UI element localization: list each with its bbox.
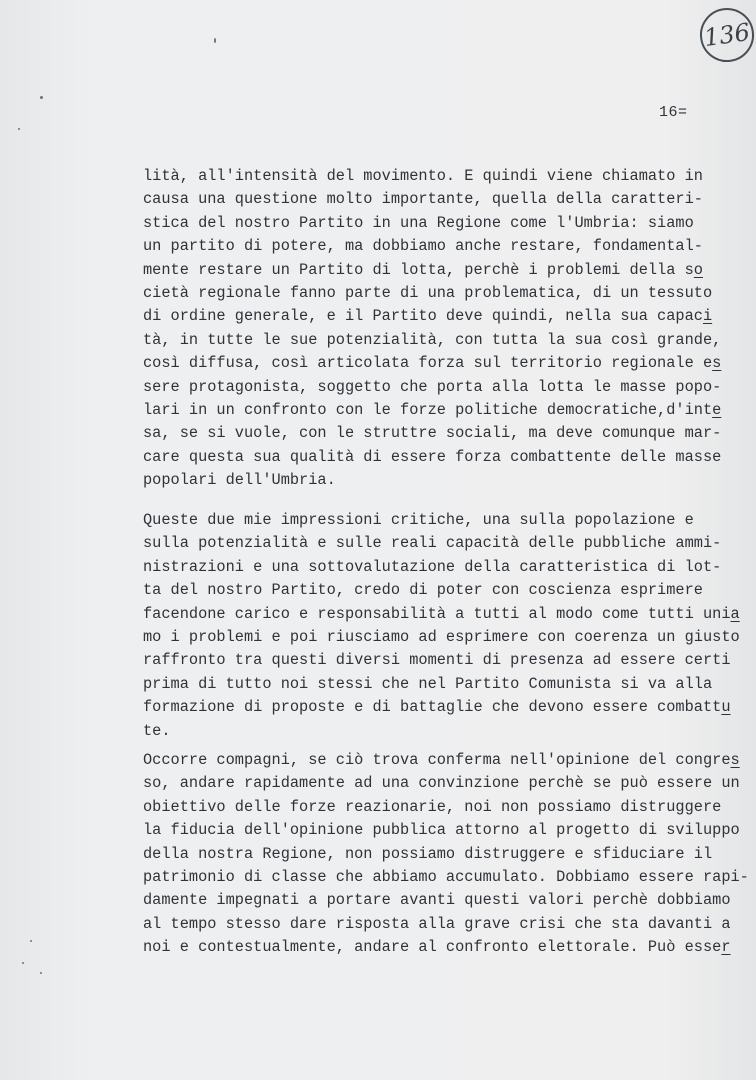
line-text: così diffusa, così articolata forza sul territorio regionale e: [143, 354, 713, 373]
text-line: [143, 330, 721, 350]
underlined-syllable: u: [721, 698, 731, 717]
text-line: [143, 697, 731, 717]
underlined-syllable: o: [693, 260, 703, 279]
line-text: lità, all'intensità del movimento. E quindi viene chiamato in: [143, 167, 703, 185]
line-text: sere protagonista, soggetto che porta alla lotta le masse popo-: [143, 377, 722, 396]
underlined-syllable: s: [712, 354, 722, 373]
text-line: [143, 236, 703, 256]
text-line: [143, 353, 721, 373]
paper-speck: [30, 940, 32, 942]
line-text: Queste due mie impressioni critiche, una sulla popolazione e: [143, 511, 694, 529]
underlined-syllable: a: [730, 604, 740, 623]
text-line: [143, 260, 703, 280]
underlined-syllable: e: [712, 401, 722, 419]
line-text: popolari dell'Umbria.: [143, 471, 336, 490]
line-text: facendone carico e responsabilità a tutti al modo come tutti uni: [143, 604, 731, 623]
text-line: [143, 166, 703, 186]
paper-speck: [18, 128, 20, 130]
text-line: [143, 627, 740, 647]
underlined-syllable: i: [702, 307, 713, 326]
line-text: patrimonio di classe che abbiamo accumulato. Dobbiamo essere rapi-: [143, 868, 749, 886]
paper-speck: [22, 962, 24, 964]
line-text: sulla potenzialità e sulle reali capacità delle pubbliche ammi-: [143, 534, 722, 553]
text-line: [143, 580, 703, 600]
underlined-syllable: s: [730, 751, 740, 769]
text-line: [143, 447, 721, 467]
line-text: cietà regionale fanno parte di una problematica, di un tessuto: [143, 284, 713, 302]
line-text: stica del nostro Partito in una Regione come l'Umbria: siamo: [143, 213, 694, 232]
line-text: formazione di proposte e di battaglie che devono essere combatt: [143, 698, 722, 717]
text-line: [143, 533, 721, 553]
line-text: tà, in tutte le sue potenzialità, con tutta la sua così grande,: [143, 330, 722, 349]
text-line: [143, 937, 731, 957]
line-text: un partito di potere, ma dobbiamo anche restare, fondamental-: [143, 237, 703, 256]
line-text: della nostra Regione, non possiamo distruggere e sfiduciare il: [143, 844, 713, 863]
paper-speck: [40, 972, 42, 974]
archive-stamp: 136: [697, 5, 756, 66]
text-line: [143, 423, 721, 443]
line-text: so, andare rapidamente ad una convinzione perchè se può essere un: [143, 774, 740, 793]
line-text: raffronto tra questi diversi momenti di presenza ad essere certi: [143, 651, 731, 670]
line-text: damente impegnati a portare avanti questi valori perchè dobbiamo: [143, 891, 731, 910]
line-text: sa, se si vuole, con le struttre sociali, ma deve comunque mar-: [143, 424, 722, 443]
line-text: Occorre compagni, se ciò trova conferma nell'opinione del congre: [143, 751, 731, 769]
paper-speck: [40, 96, 43, 99]
page-number: 16=: [659, 104, 688, 121]
line-text: nistrazioni e una sottovalutazione della caratteristica di lot-: [143, 557, 722, 576]
line-text: causa una questione molto importante, quella della caratteri-: [143, 190, 703, 209]
line-text: noi e contestualmente, andare al confronto elettorale. Può esse: [143, 938, 722, 957]
text-line: [143, 820, 740, 840]
text-line: [143, 867, 749, 887]
line-text: lari in un confronto con le forze politiche democratiche,d'int: [143, 401, 713, 419]
text-line: [143, 470, 336, 490]
text-line: [143, 377, 721, 397]
line-text: ta del nostro Partito, credo di poter con coscienza esprimere: [143, 581, 703, 600]
line-text: la fiducia dell'opinione pubblica attorno al progetto di sviluppo: [143, 821, 740, 840]
text-line: [143, 189, 703, 209]
line-text: prima di tutto noi stessi che nel Partito Comunista si va alla: [143, 674, 713, 693]
text-line: [143, 306, 712, 326]
text-line: [143, 510, 694, 530]
line-text: care questa sua qualità di essere forza combattente delle masse: [143, 447, 722, 466]
line-text: te.: [143, 721, 171, 740]
text-line: [143, 650, 731, 670]
text-line: [143, 890, 731, 910]
text-line: [143, 914, 731, 934]
text-line: [143, 750, 740, 770]
text-line: [143, 400, 721, 420]
text-line: [143, 674, 712, 694]
text-line: [143, 283, 712, 303]
line-text: mo i problemi e poi riusciamo ad esprimere con coerenza un giusto: [143, 628, 740, 646]
line-text: al tempo stesso dare risposta alla grave crisi che sta davanti a: [143, 914, 731, 933]
line-text: mente restare un Partito di lotta, perchè i problemi della s: [143, 260, 694, 279]
paper-speck: [214, 38, 216, 43]
text-line: [143, 797, 721, 817]
line-text: obiettivo delle forze reazionarie, noi non possiamo distruggere: [143, 797, 722, 816]
text-line: [143, 773, 740, 793]
underlined-syllable: r: [721, 938, 731, 957]
text-line: [143, 844, 712, 864]
text-line: [143, 604, 740, 624]
line-text: di ordine generale, e il Partito deve quindi, nella sua capac: [143, 307, 703, 326]
text-line: [143, 557, 721, 577]
text-line: [143, 721, 171, 741]
text-line: [143, 213, 694, 233]
